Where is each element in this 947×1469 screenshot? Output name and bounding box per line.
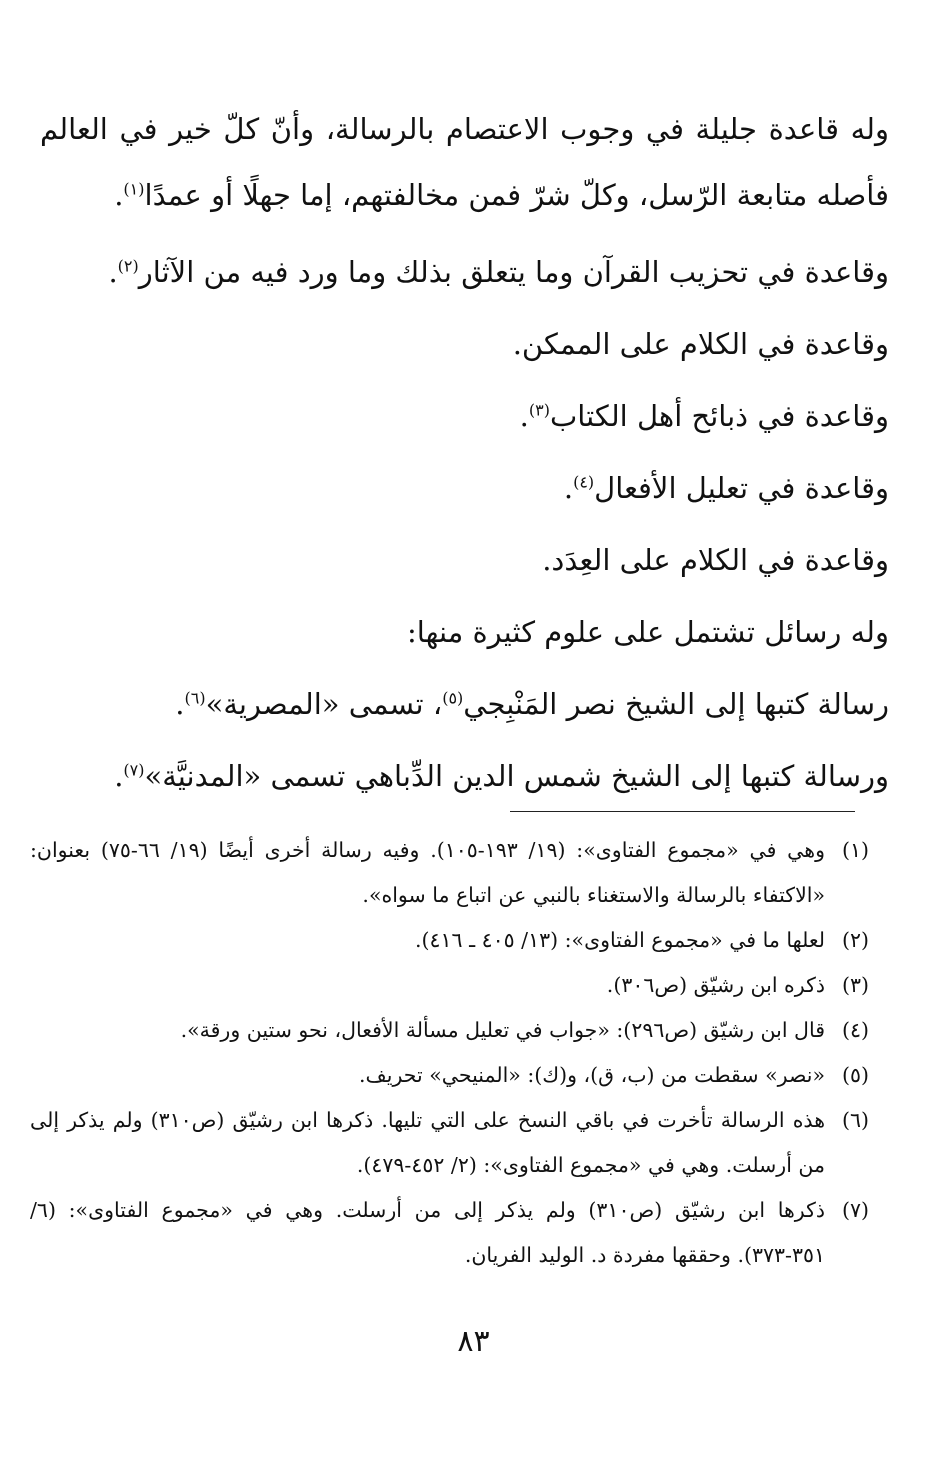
footnote-number: (١) xyxy=(841,838,869,862)
footnote-number: (٣) xyxy=(841,973,869,997)
paragraph-2 xyxy=(40,236,889,308)
paragraph-5 xyxy=(40,452,889,524)
footnote-text: قال ابن رشيّق (ص٢٩٦): «جواب في تعليل مسألة الأفعال، نحو ستين ورقة». xyxy=(180,1018,825,1042)
footnote-separator xyxy=(510,811,855,812)
paragraph-4-text: وقاعدة في ذبائح أهل الكتاب xyxy=(549,399,889,433)
paragraph-8-text-a: رسالة كتبها إلى الشيخ نصر المَنْبِجي xyxy=(463,687,889,721)
paragraph-4-end: . xyxy=(519,399,529,433)
main-text xyxy=(40,96,889,812)
footnote-7 xyxy=(30,1188,869,1278)
footnote-text: ذكره ابن رشيّق (ص٣٠٦). xyxy=(606,973,825,997)
footnotes xyxy=(30,828,869,1278)
footnote-6 xyxy=(30,1098,869,1188)
paragraph-8 xyxy=(40,668,889,740)
paragraph-5-end: . xyxy=(563,471,574,505)
paragraph-8-end: . xyxy=(175,687,185,721)
paragraph-5-text: وقاعدة في تعليل الأفعال xyxy=(594,471,889,505)
paragraph-1-end: . xyxy=(114,178,124,212)
footnote-ref-6: (٦) xyxy=(184,688,206,708)
footnote-1 xyxy=(30,828,869,918)
footnote-number: (٥) xyxy=(841,1063,869,1087)
footnote-3 xyxy=(30,963,869,1008)
footnote-text: لعلها ما في «مجموع الفتاوى»: (١٣/ ٤٠٥ ـ ٤١٦). xyxy=(414,928,825,952)
paragraph-7 xyxy=(40,596,889,668)
paragraph-6-text: وقاعدة في الكلام على العِدَد. xyxy=(542,543,889,577)
footnote-4 xyxy=(30,1008,869,1053)
paragraph-9-end: . xyxy=(114,759,124,793)
footnote-text: وهي في «مجموع الفتاوى»: (١٩/ ١٩٣-١٠٥). وفيه رسالة أخرى أيضًا (١٩/ ٦٦-٧٥) بعنوان: «الاكتفاء بالرسالة والاستغناء بالنبي عن اتباع ما سواه». xyxy=(30,838,825,907)
footnote-ref-4: (٤) xyxy=(573,472,595,492)
footnote-number: (٤) xyxy=(841,1018,869,1042)
footnote-number: (٦) xyxy=(841,1108,869,1132)
paragraph-2-end: . xyxy=(108,255,118,289)
footnote-ref-7: (٧) xyxy=(123,760,145,780)
paragraph-3 xyxy=(40,308,889,380)
footnote-ref-3: (٣) xyxy=(528,400,550,420)
footnote-text: هذه الرسالة تأخرت في باقي النسخ على التي تليها. ذكرها ابن رشيّق (ص٣١٠) ولم يذكر إلى من أرسلت. وهي في «مجموع الفتاوى»: (٢/ ٤٥٢-٤٧٩). xyxy=(30,1108,826,1177)
footnote-number: (٧) xyxy=(841,1198,869,1222)
paragraph-3-text: وقاعدة في الكلام على الممكن. xyxy=(512,327,889,361)
footnote-text: «نصر» سقطت من (ب، ق)، و(ك): «المنيحي» تحريف. xyxy=(359,1063,825,1087)
paragraph-9-text: ورسالة كتبها إلى الشيخ شمس الدين الدِّباهي تسمى «المدنيَّة» xyxy=(144,759,889,793)
paragraph-7-text: وله رسائل تشتمل على علوم كثيرة منها: xyxy=(407,615,889,649)
paragraph-1 xyxy=(40,96,889,228)
footnote-ref-5: (٥) xyxy=(442,688,464,708)
paragraph-2-text: وقاعدة في تحزيب القرآن وما يتعلق بذلك وما ورد فيه من الآثار xyxy=(138,255,889,289)
paragraph-8-text-b: ، تسمى «المصرية» xyxy=(205,687,443,721)
footnote-5 xyxy=(30,1053,869,1098)
footnote-number: (٢) xyxy=(841,928,869,952)
paragraph-9 xyxy=(40,740,889,812)
paragraph-1-text: وله قاعدة جليلة في وجوب الاعتصام بالرسالة، وأنّ كلّ خير في العالم فأصله متابعة الرّسل، وكلّ شرّ فمن مخالفتهم، إما جهلًا أو عمدًا xyxy=(40,112,889,212)
footnote-ref-1: (١) xyxy=(123,179,145,199)
paragraph-4 xyxy=(40,380,889,452)
footnote-text: ذكرها ابن رشيّق (ص٣١٠) ولم يذكر إلى من أرسلت. وهي في «مجموع الفتاوى»: (٦/ ٣٥١-٣٧٣). وحققها مفردة د. الوليد الفريان. xyxy=(30,1198,825,1267)
footnote-2 xyxy=(30,918,869,963)
footnote-ref-2: (٢) xyxy=(117,256,139,276)
paragraph-6 xyxy=(40,524,889,596)
page-number: ٨٣ xyxy=(457,1324,490,1359)
